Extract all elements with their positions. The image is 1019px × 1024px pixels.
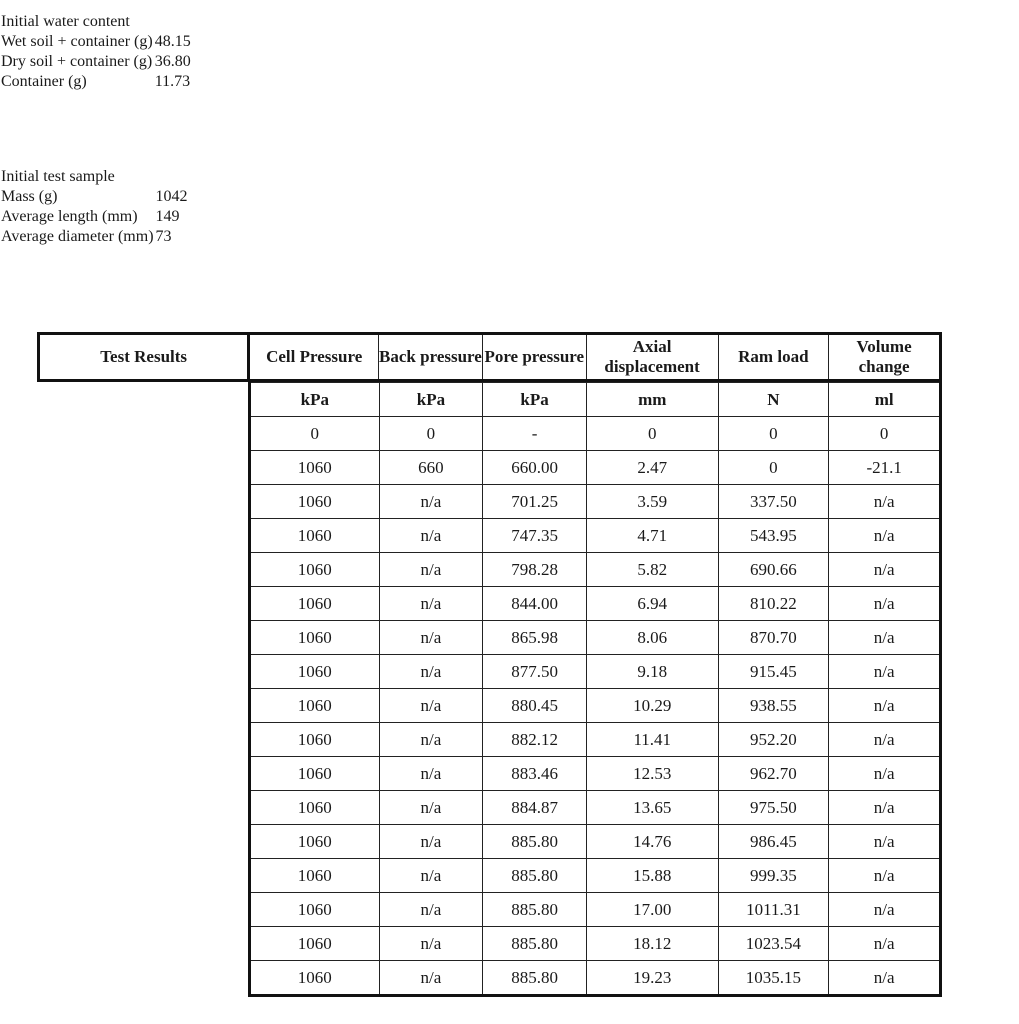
- test-results-table: [248, 382, 942, 997]
- results-rows: [250, 417, 941, 996]
- table-cell: 4.71: [586, 519, 718, 553]
- table-cell: n/a: [829, 485, 941, 519]
- table-cell: 880.45: [483, 689, 587, 723]
- row-value: 73: [155, 228, 172, 245]
- table-cell: 1060: [250, 723, 380, 757]
- unit-cell: kPa: [379, 383, 483, 417]
- table-cell: 0: [829, 417, 941, 451]
- table-cell: 975.50: [718, 791, 829, 825]
- table-cell: 1035.15: [718, 961, 829, 996]
- table-cell: 882.12: [483, 723, 587, 757]
- table-cell: 885.80: [483, 961, 587, 996]
- table-cell: 865.98: [483, 621, 587, 655]
- column-header: Cell Pressure: [249, 334, 379, 381]
- table-cell: n/a: [829, 961, 941, 996]
- table-cell: -21.1: [829, 451, 941, 485]
- table-cell: 0: [250, 417, 380, 451]
- row-label: Dry soil + container (g): [1, 53, 153, 70]
- table-cell: n/a: [829, 791, 941, 825]
- table-cell: n/a: [829, 655, 941, 689]
- table-cell: n/a: [829, 757, 941, 791]
- table-row: [0, 187, 189, 207]
- table-cell: 1060: [250, 519, 380, 553]
- table-cell: n/a: [379, 723, 483, 757]
- table-row: [250, 859, 941, 893]
- table-cell: 660.00: [483, 451, 587, 485]
- table-cell: 844.00: [483, 587, 587, 621]
- row-value: 1042: [155, 188, 188, 205]
- table-cell: 1060: [250, 893, 380, 927]
- unit-cell: N: [718, 383, 829, 417]
- table-cell: 11.41: [586, 723, 718, 757]
- table-cell: 1011.31: [718, 893, 829, 927]
- table-cell: 690.66: [718, 553, 829, 587]
- table-cell: n/a: [829, 689, 941, 723]
- row-value: 11.73: [154, 73, 191, 90]
- table-cell: 810.22: [718, 587, 829, 621]
- table-cell: 1060: [250, 859, 380, 893]
- table-cell: n/a: [829, 553, 941, 587]
- table-row: [250, 621, 941, 655]
- table-cell: n/a: [829, 519, 941, 553]
- table-cell: 1060: [250, 621, 380, 655]
- table-cell: 660: [379, 451, 483, 485]
- water-content-title: Initial water content: [1, 13, 130, 30]
- column-header: Axial displacement: [586, 334, 718, 381]
- table-cell: 543.95: [718, 519, 829, 553]
- table-cell: n/a: [379, 621, 483, 655]
- table-row: [0, 207, 189, 227]
- table-row: [250, 485, 941, 519]
- column-header: Ram load: [718, 334, 829, 381]
- table-row: [0, 32, 192, 52]
- row-label: Mass (g): [1, 188, 58, 205]
- table-cell: 1060: [250, 451, 380, 485]
- table-cell: 15.88: [586, 859, 718, 893]
- column-header: Back pressure: [379, 334, 483, 381]
- row-value: 36.80: [154, 53, 191, 70]
- table-row: [250, 553, 941, 587]
- table-cell: 701.25: [483, 485, 587, 519]
- table-cell: 885.80: [483, 825, 587, 859]
- table-cell: 885.80: [483, 893, 587, 927]
- table-cell: n/a: [379, 791, 483, 825]
- table-cell: 986.45: [718, 825, 829, 859]
- table-row: [250, 893, 941, 927]
- table-cell: n/a: [379, 757, 483, 791]
- table-cell: n/a: [829, 893, 941, 927]
- unit-cell: kPa: [483, 383, 587, 417]
- unit-cell: ml: [829, 383, 941, 417]
- table-cell: n/a: [829, 927, 941, 961]
- units-row: [250, 383, 941, 417]
- table-row: [250, 825, 941, 859]
- table-cell: 884.87: [483, 791, 587, 825]
- table-cell: 1060: [250, 927, 380, 961]
- test-results-header: [37, 332, 942, 382]
- table-cell: 14.76: [586, 825, 718, 859]
- table-cell: 0: [718, 417, 829, 451]
- table-cell: 5.82: [586, 553, 718, 587]
- table-cell: n/a: [829, 723, 941, 757]
- table-cell: 870.70: [718, 621, 829, 655]
- table-cell: n/a: [379, 927, 483, 961]
- table-cell: 1060: [250, 791, 380, 825]
- test-sample-title: Initial test sample: [1, 168, 115, 185]
- unit-cell: mm: [586, 383, 718, 417]
- table-cell: 883.46: [483, 757, 587, 791]
- table-row: [250, 451, 941, 485]
- table-cell: 1060: [250, 655, 380, 689]
- table-row: [250, 655, 941, 689]
- table-row: [0, 227, 189, 247]
- table-cell: 798.28: [483, 553, 587, 587]
- table-row: [250, 961, 941, 996]
- column-header: Volume change: [829, 334, 941, 381]
- table-cell: 1060: [250, 553, 380, 587]
- table-row: [250, 927, 941, 961]
- table-cell: 999.35: [718, 859, 829, 893]
- table-row: [250, 587, 941, 621]
- table-cell: 938.55: [718, 689, 829, 723]
- table-cell: 0: [379, 417, 483, 451]
- table-cell: 1060: [250, 825, 380, 859]
- table-cell: n/a: [379, 655, 483, 689]
- table-cell: 2.47: [586, 451, 718, 485]
- table-cell: 10.29: [586, 689, 718, 723]
- table-cell: 0: [586, 417, 718, 451]
- table-cell: 9.18: [586, 655, 718, 689]
- table-cell: n/a: [379, 859, 483, 893]
- row-value: 48.15: [154, 33, 191, 50]
- table-row: [250, 757, 941, 791]
- row-label: Average length (mm): [1, 208, 138, 225]
- table-cell: n/a: [379, 587, 483, 621]
- initial-test-sample-table: [0, 167, 189, 247]
- test-results-title: Test Results: [39, 334, 249, 381]
- table-cell: 747.35: [483, 519, 587, 553]
- table-cell: 885.80: [483, 859, 587, 893]
- table-cell: 1023.54: [718, 927, 829, 961]
- table-cell: n/a: [829, 621, 941, 655]
- unit-cell: kPa: [250, 383, 380, 417]
- table-row: [250, 417, 941, 451]
- table-cell: 17.00: [586, 893, 718, 927]
- initial-water-content-table: [0, 12, 192, 92]
- table-cell: n/a: [379, 893, 483, 927]
- table-cell: n/a: [379, 961, 483, 996]
- table-cell: 877.50: [483, 655, 587, 689]
- table-cell: 337.50: [718, 485, 829, 519]
- table-cell: 13.65: [586, 791, 718, 825]
- table-row: [250, 689, 941, 723]
- column-header: Pore pressure: [482, 334, 586, 381]
- table-cell: 0: [718, 451, 829, 485]
- row-label: Wet soil + container (g): [1, 33, 153, 50]
- table-cell: n/a: [379, 825, 483, 859]
- row-label: Average diameter (mm): [1, 228, 154, 245]
- table-cell: 8.06: [586, 621, 718, 655]
- table-row: [0, 72, 192, 92]
- table-cell: 1060: [250, 689, 380, 723]
- table-cell: 885.80: [483, 927, 587, 961]
- table-cell: n/a: [829, 825, 941, 859]
- table-row: [250, 519, 941, 553]
- table-cell: 952.20: [718, 723, 829, 757]
- table-cell: 1060: [250, 485, 380, 519]
- row-label: Container (g): [1, 73, 87, 90]
- table-cell: 1060: [250, 587, 380, 621]
- table-cell: 3.59: [586, 485, 718, 519]
- row-value: 149: [155, 208, 180, 225]
- table-cell: n/a: [829, 587, 941, 621]
- table-row: [0, 52, 192, 72]
- table-cell: 1060: [250, 961, 380, 996]
- table-cell: 1060: [250, 757, 380, 791]
- table-cell: -: [483, 417, 587, 451]
- table-cell: n/a: [379, 689, 483, 723]
- table-row: [250, 791, 941, 825]
- table-row: [250, 723, 941, 757]
- table-cell: n/a: [379, 485, 483, 519]
- table-cell: 6.94: [586, 587, 718, 621]
- table-cell: 18.12: [586, 927, 718, 961]
- table-cell: 915.45: [718, 655, 829, 689]
- table-cell: n/a: [379, 519, 483, 553]
- table-cell: n/a: [379, 553, 483, 587]
- table-cell: 962.70: [718, 757, 829, 791]
- table-cell: n/a: [829, 859, 941, 893]
- table-cell: 19.23: [586, 961, 718, 996]
- table-cell: 12.53: [586, 757, 718, 791]
